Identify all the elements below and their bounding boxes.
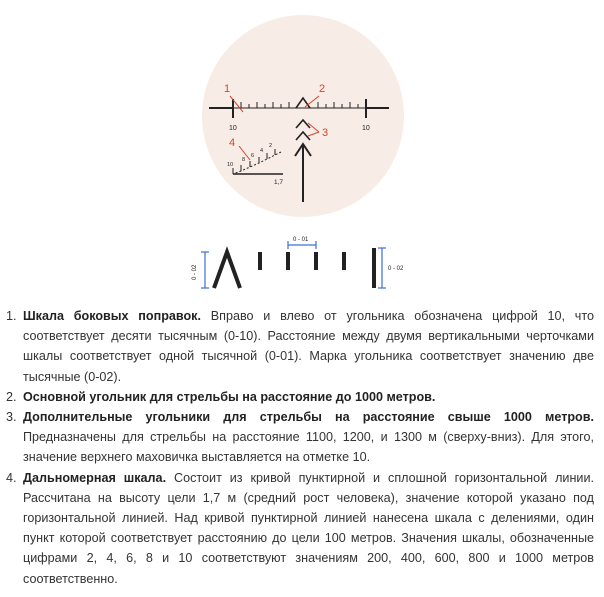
range-label-2: 2 (269, 143, 273, 149)
dimension-arrows (201, 241, 386, 288)
item-text: Вправо и влево от угольника обозначена цифрой 10, что соответствует десяти тысячным (0-10). Расстояние между двумя вертикальными черточками шкалы соответствует одной тысячной (0-01). Марка угольника соответствует значению две тысячные (0-02). (23, 309, 594, 384)
dimension-marks (214, 248, 374, 288)
item-title: Дополнительные угольники для стрельбы на расстояние свыше 1000 метров. (23, 410, 594, 425)
mark-dimensions-diagram (190, 228, 410, 294)
range-label-6: 6 (251, 153, 255, 159)
explanation-list (6, 306, 594, 589)
range-label-8: 8 (242, 157, 246, 163)
callout-2: 2 (319, 83, 326, 95)
item-title: Дальномерная шкала. (23, 470, 167, 485)
callout-3: 3 (322, 127, 329, 139)
range-label-10: 10 (227, 162, 234, 168)
item-number: 2. (6, 389, 17, 404)
list-item (6, 387, 594, 407)
list-item (6, 468, 594, 589)
scale-left-10-label: 10 (229, 125, 237, 132)
item-title: Шкала боковых поправок. (23, 309, 201, 323)
item-number: 4. (6, 470, 17, 485)
reticle-diagram (195, 12, 411, 220)
left-dimension-label: 0 - 02 (192, 264, 198, 280)
item-title: Основной угольник для стрельбы на расстояние до 1000 метров. (23, 389, 436, 404)
list-item (6, 407, 594, 468)
scale-right-10-label: 10 (362, 125, 370, 132)
callout-1: 1 (224, 83, 231, 95)
item-number: 3. (6, 410, 17, 425)
item-text: Состоит из кривой пунктирной и сплошной горизонтальной линии. Рассчитана на высоту цели 1,7 м (средний рост человека), значение которой указано под горизонтальной линией. Над кривой пунктирной линией нанесена шкала с делениями, один пункт которой соответствует расстоянию до цели 100 метров. Значения шкалы, обозначенные цифрами 2, 4, 6, 8 и 10 соответствуют значениям 200, 400, 600, 800 и 1000 метров соответственно. (23, 470, 594, 586)
top-dimension-label: 0 - 01 (293, 237, 309, 243)
callout-4: 4 (229, 137, 236, 149)
height-label: 1,7 (274, 179, 284, 186)
item-number: 1. (6, 309, 17, 323)
range-label-4: 4 (260, 148, 264, 154)
list-item (6, 306, 594, 387)
right-dimension-label: 0 - 02 (388, 266, 404, 272)
item-text: Предназначены для стрельбы на расстояние 1100, 1200, и 1300 м (сверху-вниз). Для этого, значение верхнего маховичка выставляется на отметке 10. (23, 430, 594, 465)
